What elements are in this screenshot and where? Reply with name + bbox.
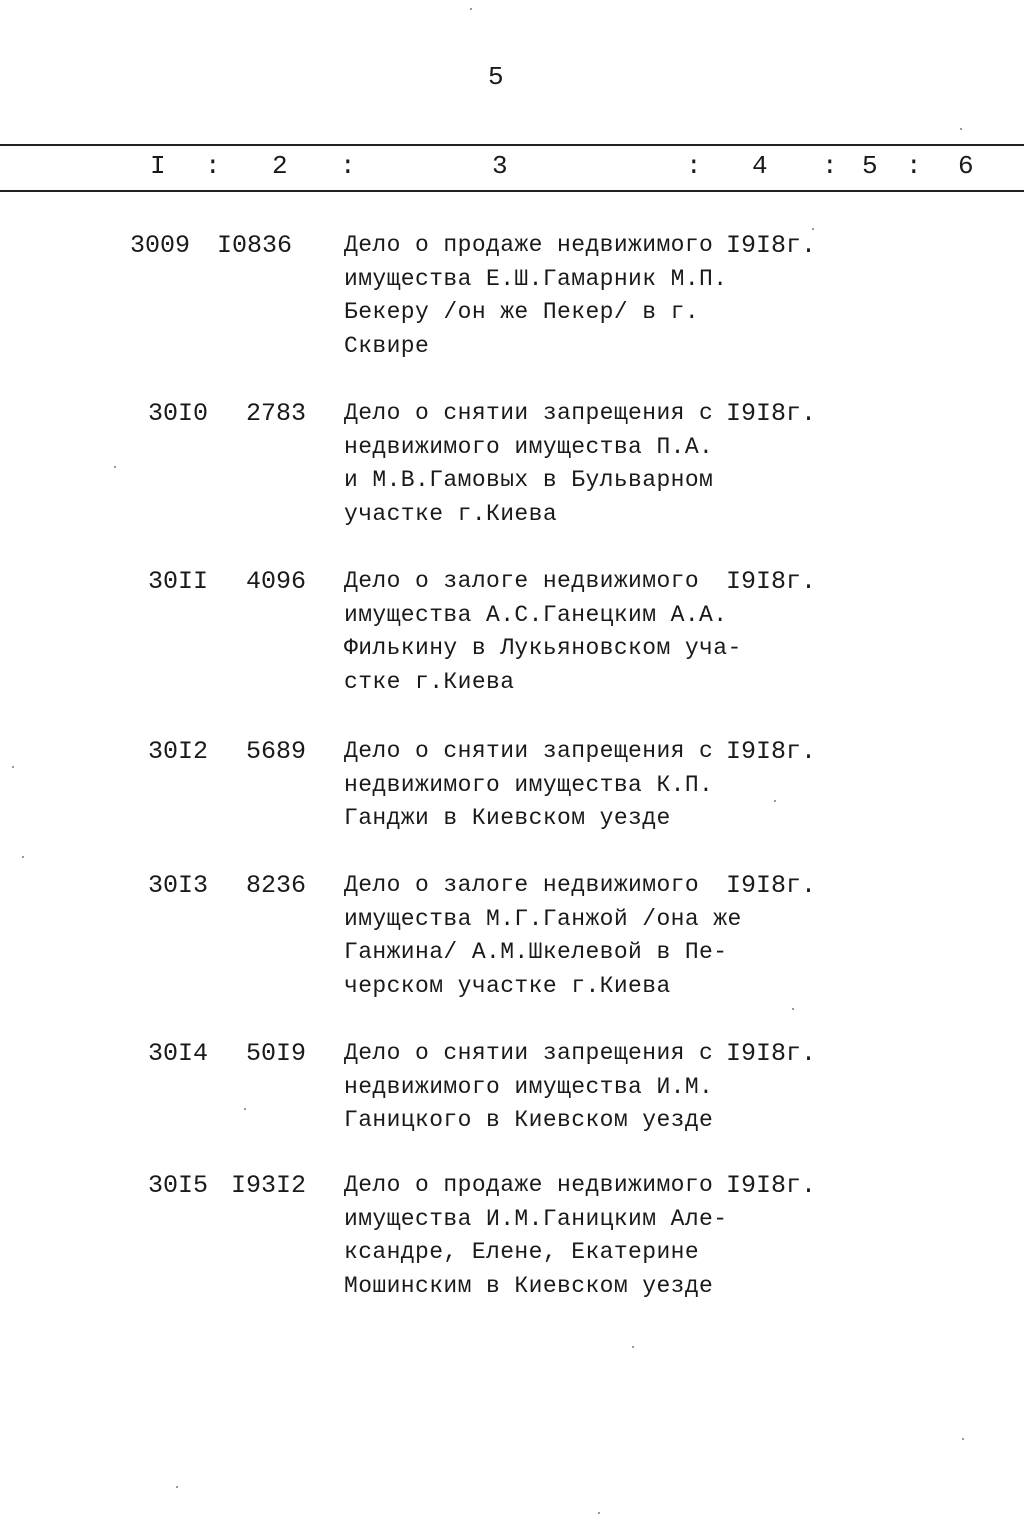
description-line: недвижимого имущества К.П. (344, 771, 714, 798)
record-archive-number: 2783 (245, 399, 306, 428)
record-archive-number: 50I9 (245, 1039, 306, 1068)
header-col-2: 2 (272, 151, 288, 181)
scan-speck (22, 856, 24, 858)
record-year: I9I8г. (726, 737, 817, 766)
description-line: Ганджи в Киевском уезде (344, 805, 671, 831)
record-number: 30II (147, 567, 208, 596)
description-line: Мошинским в Киевском уезде (344, 1272, 714, 1299)
header-sep-3: : (686, 151, 702, 181)
description-line: имущества Е.Ш.Гамарник М.П. (344, 265, 728, 292)
scan-speck (598, 1512, 600, 1514)
record-number: 30I4 (147, 1039, 208, 1068)
record-description (344, 869, 744, 1003)
description-line: Сквире (344, 332, 430, 359)
record-archive-number: 8236 (245, 871, 306, 900)
description-line: стке г.Киева (344, 668, 515, 695)
header-sep-1: : (205, 151, 221, 181)
description-line: и М.В.Гамовых в Бульварном (344, 467, 714, 493)
description-line: Дело о снятии запрещения с (344, 400, 714, 426)
scan-speck (812, 228, 814, 230)
description-line: Дело о снятии запрещения с (344, 1040, 714, 1066)
record-number: 3009 (129, 231, 190, 260)
header-rule-bottom (0, 190, 1024, 192)
header-col-4: 4 (752, 151, 768, 181)
description-line: Дело о залоге недвижимого (344, 568, 700, 594)
record-archive-number: I0836 (216, 231, 292, 260)
record-description (344, 229, 744, 363)
description-line: Ганицкого в Киевском уезде (344, 1107, 714, 1133)
record-number: 30I5 (147, 1171, 208, 1200)
description-line: недвижимого имущества П.А. (344, 433, 714, 460)
description-line: Дело о продаже недвижимого (344, 232, 714, 258)
header-rule-top (0, 144, 1024, 146)
header-col-1: I (150, 151, 166, 181)
scan-speck (114, 466, 116, 468)
record-year: I9I8г. (726, 231, 817, 260)
description-line: Ганжина/ А.М.Шкелевой в Пе- (344, 939, 728, 965)
record-description (344, 735, 744, 836)
scan-speck (774, 800, 776, 802)
record-year: I9I8г. (726, 871, 817, 900)
record-description (344, 1169, 744, 1303)
scan-speck (12, 766, 14, 768)
record-archive-number: 5689 (245, 737, 306, 766)
record-archive-number: 4096 (245, 567, 306, 596)
scan-speck (792, 1008, 794, 1010)
description-line: имущества А.С.Ганецким А.А. (344, 601, 728, 628)
scan-speck (176, 1486, 178, 1488)
description-line: имущества М.Г.Ганжой /она же (344, 905, 742, 932)
description-line: Дело о залоге недвижимого (344, 872, 700, 898)
record-description (344, 397, 744, 531)
description-line: Дело о продаже недвижимого (344, 1172, 714, 1198)
description-line: Дело о снятии запрещения с (344, 738, 714, 764)
description-line: черском участке г.Киева (344, 972, 671, 999)
record-year: I9I8г. (726, 567, 817, 596)
header-sep-4: : (822, 151, 838, 181)
scan-speck (632, 1346, 634, 1348)
scan-speck (470, 8, 472, 10)
description-line: имущества И.М.Ганицким Але- (344, 1205, 728, 1232)
record-number: 30I0 (147, 399, 208, 428)
record-description (344, 565, 744, 699)
record-year: I9I8г. (726, 1039, 817, 1068)
scan-speck (244, 1108, 246, 1110)
record-number: 30I3 (147, 871, 208, 900)
record-archive-number: I93I2 (230, 1171, 306, 1200)
record-number: 30I2 (147, 737, 208, 766)
header-sep-5: : (906, 151, 922, 181)
page-number: 5 (488, 62, 504, 92)
record-year: I9I8г. (726, 399, 817, 428)
description-line: недвижимого имущества И.М. (344, 1073, 714, 1100)
scan-speck (960, 128, 962, 130)
description-line: Филькину в Лукьяновском уча- (344, 635, 742, 661)
record-description (344, 1037, 744, 1138)
record-year: I9I8г. (726, 1171, 817, 1200)
description-line: ксандре, Елене, Екатерине (344, 1239, 700, 1265)
header-col-6: 6 (958, 151, 974, 181)
header-col-5: 5 (862, 151, 878, 181)
header-sep-2: : (340, 151, 356, 181)
description-line: участке г.Киева (344, 500, 558, 527)
description-line: Бекеру /он же Пекер/ в г. (344, 299, 700, 325)
scan-speck (962, 1438, 964, 1440)
header-col-3: 3 (492, 151, 508, 181)
